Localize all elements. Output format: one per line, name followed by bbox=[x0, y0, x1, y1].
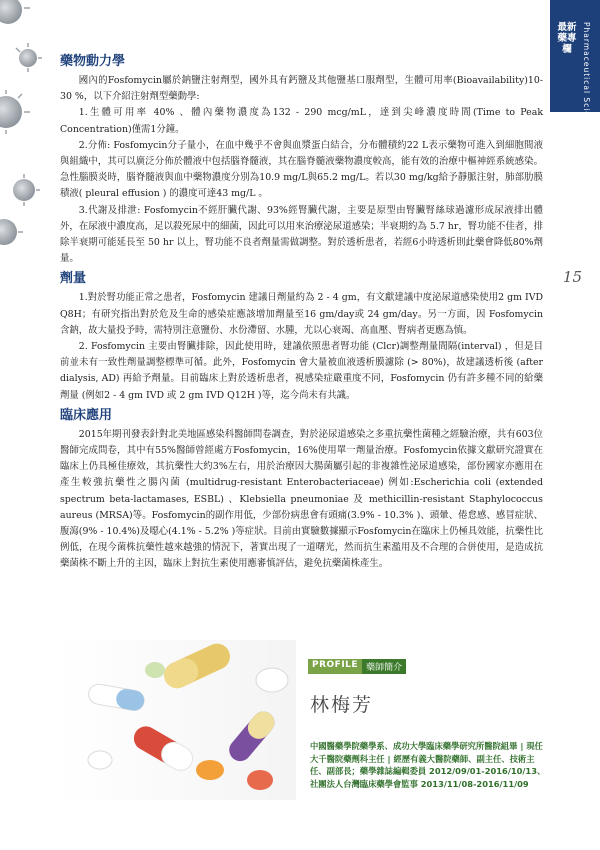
section-dosage bbox=[60, 271, 543, 403]
profile-name: 林梅芳 bbox=[310, 694, 374, 716]
paragraph: 1.生體可用率 40% 、體內藥物濃度為132 - 290 mcg/mL，達到尖峰濃度時間(Time to Peak Concentration)僅需1分鐘。 bbox=[60, 107, 543, 135]
section-clinical-use bbox=[60, 408, 543, 573]
section-title-clinical-use: 臨床應用 bbox=[60, 407, 113, 423]
paragraph: 1.對於腎功能正常之患者，Fosfomycin 建議日劑量約為 2 - 4 gm，有文獻建議中度泌尿道感染使用2 gm IVD Q8H；有研究指出對於危及生命的感染症應該增加劑量至16 gm/day或 24 gm/day。另一方面，因 Fosfomycin 含鈉，故大量投予時，需特別注意鹽份、水份滯留、水腫，尤以心衰竭、高血壓、腎病者更應為慎。 bbox=[60, 292, 543, 336]
pills-image-icon bbox=[60, 640, 296, 800]
paragraph: 國內的Fosfomycin屬於鈉鹽注射劑型，國外具有鈣鹽及其他鹽基口服劑型，生體可用率(Bioavailability)10-30 %，以下介紹注射劑型藥動學: bbox=[60, 75, 543, 103]
section-pharmacokinetics bbox=[60, 54, 543, 267]
profile-tag-zh: 藥師簡介 bbox=[362, 659, 406, 674]
section-title-dosage: 劑量 bbox=[60, 271, 87, 287]
paragraph: 2015年期刊發表針對北美地區感染科醫師問卷調查，對於泌尿道感染之多重抗藥性菌種之經驗治療，共有603位醫師完成問卷，其中有55%醫師曾經處方Fosfomycin，16%使用單一劑量治療。Fosfomycin依據文獻研究證實在臨床上仍具極佳療效，其抗藥性大約3%左右，用於治療因大腸菌屬引起的非複雜性泌尿道感染，部份國家亦應用在產生較強抗藥性之腸內菌 (multidrug-resistant Enterobacteriaceae) 例如:Escherichia coli (extended spectrum beta-lactamases, ESBL) 、Klebsiella pneumoniae 及 methicillin-resistant Staphylococcus aureus (MRSA)等。Fosfomycin的副作用低，少部份病患會有頭痛(3.9% - 10.3% )、頭暈、倦怠感、感冒症狀、腹瀉(9% - 10.4%)及噁心(4.1% - 5.2% )等症狀。目前由實驗數據顯示Fosfomycin在臨床上仍極具效能，抗藥性比例低，在現今菌株抗藥性越來越強的情況下，著實出現了一道曙光，然而抗生素濫用及不合理的合併使用，是造成抗藥菌株不斷上升的主因，臨床上對抗生素使用應審慎評估，避免抗藥菌株產生。 bbox=[60, 428, 543, 570]
page-number: 15 bbox=[562, 268, 582, 286]
column-banner bbox=[550, 0, 600, 177]
paragraph: 2. Fosfomycin 主要由腎臟排除，因此使用時，建議依照患者腎功能 (Clcr)調整劑量間隔(interval) ，但是目前並未有一致性劑量調整標準可循。此外，Fosfomycin 會大量被血液透析膜濾除 (> 80%)，故建議透析後 (after dialysis, AD) 再給予劑量。目前臨床上對於透析患者，視感染症嚴重度不同，Fosfomycin 仍有許多種不同的給藥劑量 (例如2 - 4 gm IVD 或 2 gm IVD Q12H )等，迄今尚未有共識。 bbox=[60, 341, 543, 401]
profile-tag bbox=[308, 659, 406, 674]
profile-bio: 中國醫藥學院藥學系、成功大學臨床藥學研究所醫院組畢 | 現任大千醫院藥劑科主任 | 經歷有義大醫院藥師、副主任、技術主任、副部長；藥學雜誌編輯委員 2012/09/01-2016/10/13、社團法人台灣臨床藥學會監事 2013/11/08-2016/11/09 bbox=[310, 741, 546, 789]
column-banner-title: 最新藥專欄 bbox=[557, 22, 577, 55]
paragraph: 3.代謝及排泄: Fosfomycin不經肝臟代謝、93%經腎臟代謝，主要是原型由腎臟腎絲球過濾形成尿液排出體外，在尿液中濃度高，足以殺死尿中的細菌，因此可以用來治療泌尿道感染；半衰期約為 5.7 hr，腎功能不佳者，排除半衰期可能延長至 50 hr 以上，腎功能不良者劑量需做調整。對於透析患者，若經6小時透析則此藥會降低80%劑量。 bbox=[60, 204, 543, 265]
profile-tag-en: PROFILE bbox=[308, 659, 362, 674]
column-banner-subtitle: Pharmaceutical Sciences Column bbox=[582, 22, 591, 177]
article-body bbox=[60, 38, 543, 577]
paragraph: 2.分佈: Fosfomycin分子量小，在血中幾乎不會與血漿蛋白結合，分布體積約22 L表示藥物可進入到細胞間液與組織中，其可以廣泛分佈於體液中包括腦脊髓液，其在腦脊髓液藥物濃度較高，能有效的治療中樞神經系統感染。急性腦膜炎時，腦脊髓液與血中藥物濃度分別為10.9 mg/L與65.2 mg/L。若以30 mg/kg給予靜脈注射，肺部肋膜積液( pleural effusion ) 的濃度可達43 mg/L 。 bbox=[60, 139, 543, 200]
section-title-pharmacokinetics: 藥物動力學 bbox=[60, 54, 126, 69]
